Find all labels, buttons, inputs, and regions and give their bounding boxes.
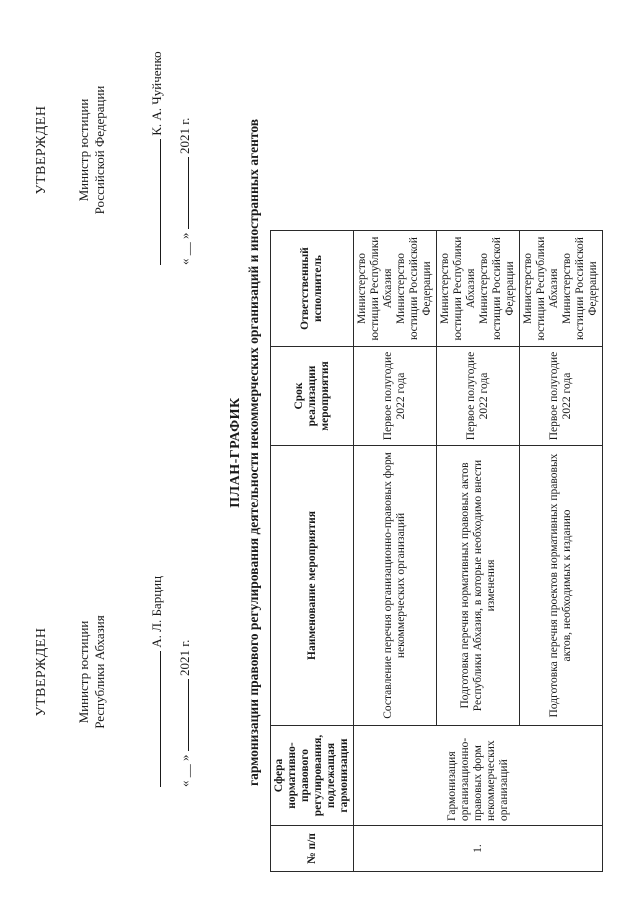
- date-quote-open: «: [177, 780, 192, 787]
- signature-blank: [148, 139, 161, 265]
- plan-table: [270, 230, 603, 872]
- approval-block-right: [34, 35, 108, 265]
- header-name: Наименование мероприятия: [271, 446, 354, 726]
- approval-block-left: [34, 557, 108, 787]
- cell-term: Первое полугодие 2022 года: [437, 347, 520, 446]
- table-row: [354, 231, 437, 872]
- approval-heading: УТВЕРЖДЕН: [34, 627, 49, 717]
- cell-term: Первое полугодие 2022 года: [520, 347, 603, 446]
- date-line-right: [176, 118, 193, 265]
- date-quote-close: »: [177, 232, 192, 239]
- date-day-blank: __: [177, 764, 192, 778]
- table-header-row: [271, 231, 354, 872]
- cell-term: Первое полугодие 2022 года: [354, 347, 437, 446]
- signature-line-right: [148, 51, 165, 265]
- date-quote-open: «: [177, 258, 192, 265]
- cell-executor: Министерство юстиции Республики Абхазия Министерство юстиции Российской Федерации: [520, 231, 603, 347]
- date-year: 2021 г.: [177, 117, 192, 154]
- signature-line-left: [148, 576, 165, 787]
- cell-sphere: Гармонизация организационно-правовых форм некоммерческих организаций: [354, 726, 603, 826]
- cell-name: Составление перечня организационно-правовых форм некоммерческих организаций: [354, 446, 437, 726]
- signature-blank: [148, 651, 161, 787]
- date-day-blank: __: [177, 242, 192, 256]
- header-num: № п/п: [271, 826, 354, 872]
- header-term: Срок реализации мероприятия: [271, 347, 354, 446]
- signer-name: К. А. Чуйченко: [149, 51, 164, 136]
- approval-role-line1: Министр юстиции: [76, 98, 91, 202]
- date-month-blank: [176, 157, 189, 229]
- approval-heading: УТВЕРЖДЕН: [34, 105, 49, 195]
- approval-role-line2: Российской Федерации: [92, 85, 107, 215]
- document-subtitle: гармонизации правового регулирования деятельности некоммерческих организаций и иностранных агентов: [246, 118, 261, 787]
- header-sphere: Сфера нормативно-правового регулирования, подлежащая гармонизации: [271, 726, 354, 826]
- cell-executor: Министерство юстиции Республики Абхазия Министерство юстиции Российской Федерации: [354, 231, 437, 347]
- date-year: 2021 г.: [177, 639, 192, 676]
- cell-name: Подготовка перечня проектов нормативных правовых актов, необходимых к изданию: [520, 446, 603, 726]
- header-executor: Ответственный исполнитель: [271, 231, 354, 347]
- approval-role-line2: Республики Абхазия: [92, 615, 107, 729]
- cell-executor: Министерство юстиции Республики Абхазия Министерство юстиции Российской Федерации: [437, 231, 520, 347]
- document-title: ПЛАН-ГРАФИК: [228, 397, 243, 508]
- signer-name: А. Л. Барциц: [149, 575, 164, 648]
- approval-role-line1: Министр юстиции: [76, 620, 91, 724]
- cell-num: 1.: [354, 826, 603, 872]
- cell-name: Подготовка перечня нормативных правовых актов Республики Абхазия, в которые необходимо внести изменения: [437, 446, 520, 726]
- date-quote-close: »: [177, 754, 192, 761]
- date-line-left: [176, 640, 193, 787]
- date-month-blank: [176, 679, 189, 751]
